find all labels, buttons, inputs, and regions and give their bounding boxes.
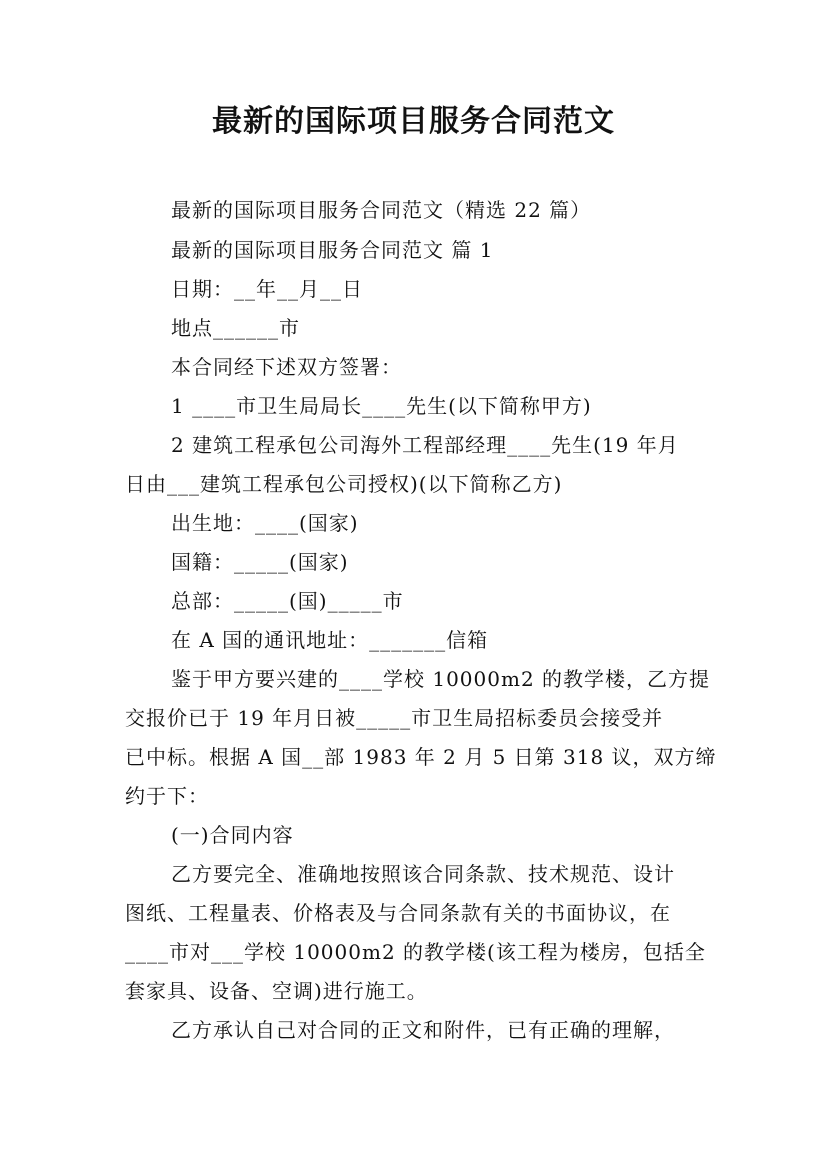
text-line: 乙方要完全、准确地按照该合同条款、技术规范、设计 bbox=[171, 862, 675, 886]
text-line: 套家具、设备、空调)进行施工。 bbox=[125, 979, 428, 1003]
text-line: 约于下： bbox=[125, 784, 209, 808]
text-line: 1 ____市卫生局局长____先生(以下简称甲方) bbox=[171, 394, 592, 418]
text-line: 出生地：____(国家) bbox=[171, 511, 359, 535]
text-line: 国籍：_____(国家) bbox=[171, 550, 349, 574]
text-line: 日期：__年__月__日 bbox=[171, 277, 363, 301]
text-line: 在 A 国的通讯地址：_______信箱 bbox=[171, 628, 489, 652]
text-line: 已中标。根据 A 国__部 1983 年 2 月 5 日第 318 议，双方缔 bbox=[125, 745, 717, 769]
text-line: 鉴于甲方要兴建的____学校 10000m2 的教学楼，乙方提 bbox=[171, 667, 711, 691]
document-title: 最新的国际项目服务合同范文 bbox=[212, 104, 615, 139]
text-line: ____市对___学校 10000m2 的教学楼(该工程为楼房，包括全 bbox=[125, 940, 706, 964]
text-line: 2 建筑工程承包公司海外工程部经理____先生(19 年月 bbox=[171, 433, 679, 457]
text-line: 交报价已于 19 年月日被_____市卫生局招标委员会接受并 bbox=[125, 706, 664, 730]
text-line: 本合同经下述双方签署： bbox=[171, 355, 402, 379]
text-line: 日由___建筑工程承包公司授权)(以下简称乙方) bbox=[125, 472, 563, 496]
text-line: 图纸、工程量表、价格表及与合同条款有关的书面协议，在 bbox=[125, 901, 671, 925]
text-line: 最新的国际项目服务合同范文 篇 1 bbox=[171, 238, 494, 262]
text-line: 总部：_____(国)_____市 bbox=[171, 589, 404, 613]
text-line: 乙方承认自己对合同的正文和附件，已有正确的理解， bbox=[171, 1018, 675, 1042]
text-line: 地点______市 bbox=[171, 316, 300, 340]
text-line: 最新的国际项目服务合同范文（精选 22 篇） bbox=[171, 198, 592, 222]
section-heading: (一)合同内容 bbox=[171, 823, 294, 847]
